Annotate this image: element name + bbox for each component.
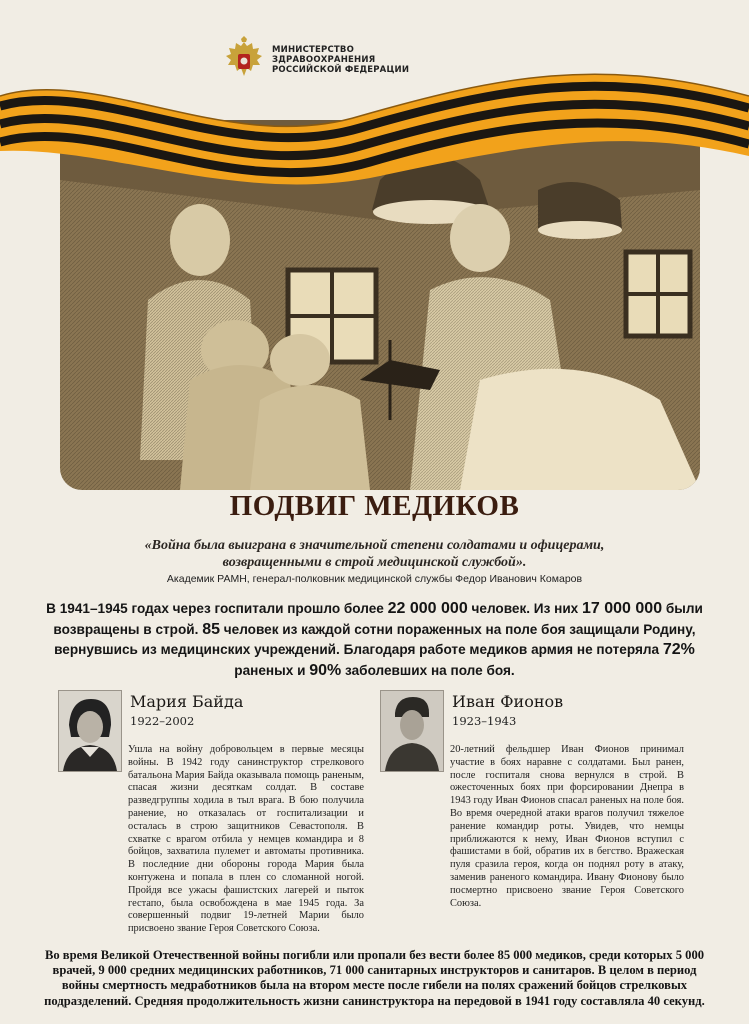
bio-name: Мария Байда xyxy=(130,692,244,711)
portrait-photo xyxy=(58,690,122,772)
ministry-line-1: МИНИСТЕРСТВО xyxy=(272,45,355,55)
page-title: ПОДВИГ МЕДИКОВ xyxy=(229,490,520,522)
lead-number-hospitalized: 22 000 000 xyxy=(387,600,468,617)
ministry-line-2: ЗДРАВООХРАНЕНИЯ xyxy=(272,55,376,65)
bio-name: Иван Фионов xyxy=(452,692,564,711)
lead-text-5: раненых и xyxy=(234,662,310,678)
lead-text-2: человек. Из них xyxy=(467,601,583,616)
quote-author: Академик РАМН, генерал-полковник медицинской службы Федор Иванович Комаров xyxy=(166,573,583,585)
lead-number-per-hundred: 85 xyxy=(202,620,220,638)
lead-percent-wounded: 72% xyxy=(662,641,695,658)
bio-text: 20-летний фельдшер Иван Фионов принимал участие в боях наравне с солдатами. Был ранен, после госпиталя снова вернулся в строй. В ожесточенных боях при форсировании Днепра в 1943 году Иван Фионов спасал раненых на поле боя. Во время очередной атаки врагов получил тяжелое ранение командир роты. Увидев, что немцы приближаются к нему, Иван Фионов вступил с фашистами в бой, обратив их в бегство. Вражеская пуля сразила героя, когда он поднял роту в атаку, заменив раненого командира. Ивану Фионову было посмертно присвоено звание Героя Советского Союза. xyxy=(450,744,684,909)
quote xyxy=(100,537,649,571)
lead-text-1: В 1941–1945 годах через госпитали прошло более xyxy=(46,601,388,616)
lead-text-4: человек из каждой сотни пораженных на поле боя защищали Родину, вернувшись из медицинских учреждений. Благодаря работе медиков армия не потеряла xyxy=(54,621,696,657)
bio-text: Ушла на войну добровольцем в первые месяцы войны. В 1942 году санинструктор стрелкового батальона Мария Байда оказывала помощь раненым, спасая жизни десяткам солдат. В составе разведгруппы ходила в тыл врага. В бою получила ранение, но отказалась от госпитализации и осталась в строю защитников Севастополя. В схватке с врагом отбила у немцев командира и 8 бойцов, захватила пулемет и автоматы противника. В последние дни обороны города Мария была контужена и попала в плен со сломанной ногой. Пройдя все ужасы фашистских лагерей и пыток гестапо, была освобождена в мае 1945 года. За совершенный подвиг 19-летней Марии было присвоено звание Героя Советского Союза. xyxy=(128,744,364,935)
quote-line-2: возвращенными в строй медицинской службой». xyxy=(222,555,527,570)
lead-text-3: были возвращены в строй. xyxy=(53,601,703,637)
lead-percent-sick: 90% xyxy=(309,661,342,679)
lead-number-returned: 17 000 000 xyxy=(582,600,663,617)
footer-paragraph: Во время Великой Отечественной войны погибли или пропали без вести более 85 000 медиков, среди которых 5 000 врачей, 9 000 средних медицинских работников, 71 000 санитарных инструкторов и санитаров. В целом в период войны смертность медработников была на втором месте после гибели на полях сражений бойцов стрелковых подразделений. Средняя продолжительность жизни санинструктора на передовой в 1941 году составляла 40 секунд. xyxy=(44,948,705,1008)
portrait-photo xyxy=(380,690,444,772)
bio-years: 1923–1943 xyxy=(452,714,517,728)
lead-text-6: заболевших на поле боя. xyxy=(341,662,515,678)
bio-years: 1922–2002 xyxy=(130,714,195,728)
lead-paragraph xyxy=(40,599,709,681)
st-george-ribbon xyxy=(0,56,749,206)
ministry-line-3: РОССИЙСКОЙ ФЕДЕРАЦИИ xyxy=(272,65,410,75)
quote-line-1: «Война была выиграна в значительной степени солдатами и офицерами, xyxy=(144,538,605,553)
